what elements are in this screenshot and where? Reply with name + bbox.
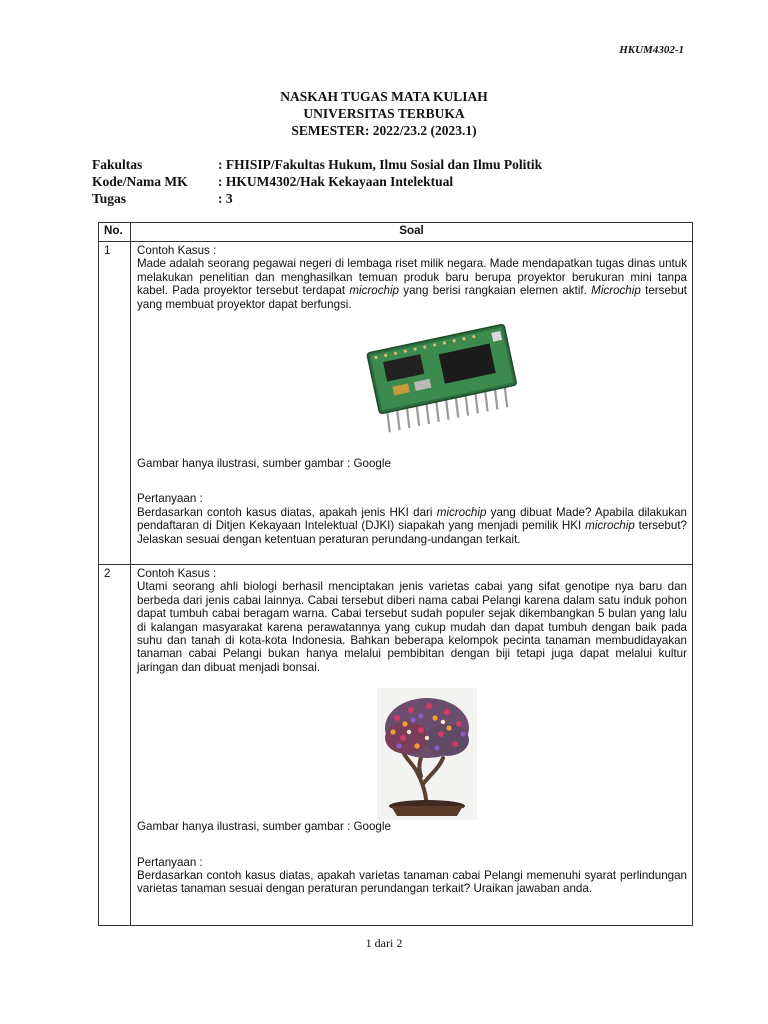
case-emphasis: microchip [349, 284, 399, 298]
table-row [99, 565, 693, 926]
column-header-soal: Soal [131, 223, 693, 242]
bonsai-illustration [297, 688, 527, 820]
document-code: HKUM4302-1 [619, 44, 684, 56]
task-table [98, 222, 693, 926]
title-line-2: UNIVERSITAS TERBUKA [303, 106, 465, 121]
fakultas-label: Fakultas [92, 157, 143, 172]
table-header-row [99, 223, 693, 242]
meta-row-kode [92, 173, 542, 190]
case-text: Made adalah seorang pegawai negeri di lembaga riset milik negara. Made mendapatkan tugas dinas untuk melakukan penelitian dan menghasilkan temuan produk baru berupa proyektor berukuran mini tanpa kabel. Pada proyektor tersebut terdapat microchip yang berisi rangkaian elemen aktif. Microchip tersebut yang membuat proyektor dapat berfungsi. [137, 257, 687, 311]
kode-value: : HKUM4302/Hak Kekayaan Intelektual [218, 174, 454, 189]
title-line-1: NASKAH TUGAS MATA KULIAH [280, 89, 488, 104]
meta-row-fakultas [92, 156, 542, 173]
microchip-illustration [282, 315, 542, 435]
case-text: Utami seorang ahli biologi berhasil menciptakan jenis varietas cabai yang sifat genotipe nya baru dan berbeda dari jenis cabai lainnya. Cabai tersebut diberi nama cabai Pelangi karena dalam satu induk pohon dapat tumbuh cabai beragam warna. Cabai tersebut sudah populer sejak dikembangkan 5 bulan yang lalu di kalangan masyarakat karena perawatannya yang cukup mudah dan dapat tumbuh dengan baik pada suhu dan tanah di kota-kota Indonesia. Bahkan beberapa kelompok pecinta tanaman membudidayakan tanaman cabai Pelangi bukan hanya melalui pembibitan dengan biji tetapi juga dapat melalui kultur jaringan dan dibuat menjadi bonsai. [137, 580, 687, 674]
microchip-image [137, 311, 687, 435]
row-number: 2 [99, 565, 131, 926]
case-emphasis: Microchip [591, 284, 641, 298]
column-header-no: No. [99, 223, 131, 242]
page-number: 1 dari 2 [365, 936, 403, 950]
row-number: 1 [99, 242, 131, 565]
question-emphasis: microchip [585, 519, 635, 533]
question-label: Pertanyaan : [137, 855, 203, 869]
question-cell [131, 242, 693, 565]
kode-label: Kode/Nama MK [92, 174, 188, 189]
question-text: Berdasarkan contoh kasus diatas, apakah varietas tanaman cabai Pelangi memenuhi syarat perlindungan varietas tanaman sesuai dengan peraturan perundangan terkait? Uraikan jawaban anda. [137, 869, 687, 896]
tugas-value: : 3 [218, 191, 233, 206]
question-emphasis: microchip [436, 505, 487, 519]
question-label: Pertanyaan : [137, 492, 203, 506]
course-meta [92, 156, 542, 207]
meta-row-tugas [92, 190, 542, 207]
case-label: Contoh Kasus : [137, 567, 217, 580]
question-text: Berdasarkan contoh kasus diatas, apakah jenis HKI dari microchip yang dibuat Made? Apabila dilakukan pendaftaran di Ditjen Kekayaan Intelektual (DJKI) siapakah yang menjadi pemilik HKI microchip tersebut? Jelaskan sesuai dengan ketentuan peraturan perundang-undangan terkait. [137, 505, 687, 546]
table-row [99, 242, 693, 565]
image-caption: Gambar hanya ilustrasi, sumber gambar : Google [137, 457, 391, 471]
tugas-label: Tugas [92, 191, 127, 206]
bonsai-image [137, 674, 687, 820]
document-title [0, 88, 768, 139]
case-label: Contoh Kasus : [137, 244, 217, 257]
image-caption: Gambar hanya ilustrasi, sumber gambar : Google [137, 820, 391, 834]
title-line-3: SEMESTER: 2022/23.2 (2023.1) [291, 123, 477, 138]
fakultas-value: : FHISIP/Fakultas Hukum, Ilmu Sosial dan Ilmu Politik [218, 157, 543, 172]
question-cell [131, 565, 693, 926]
